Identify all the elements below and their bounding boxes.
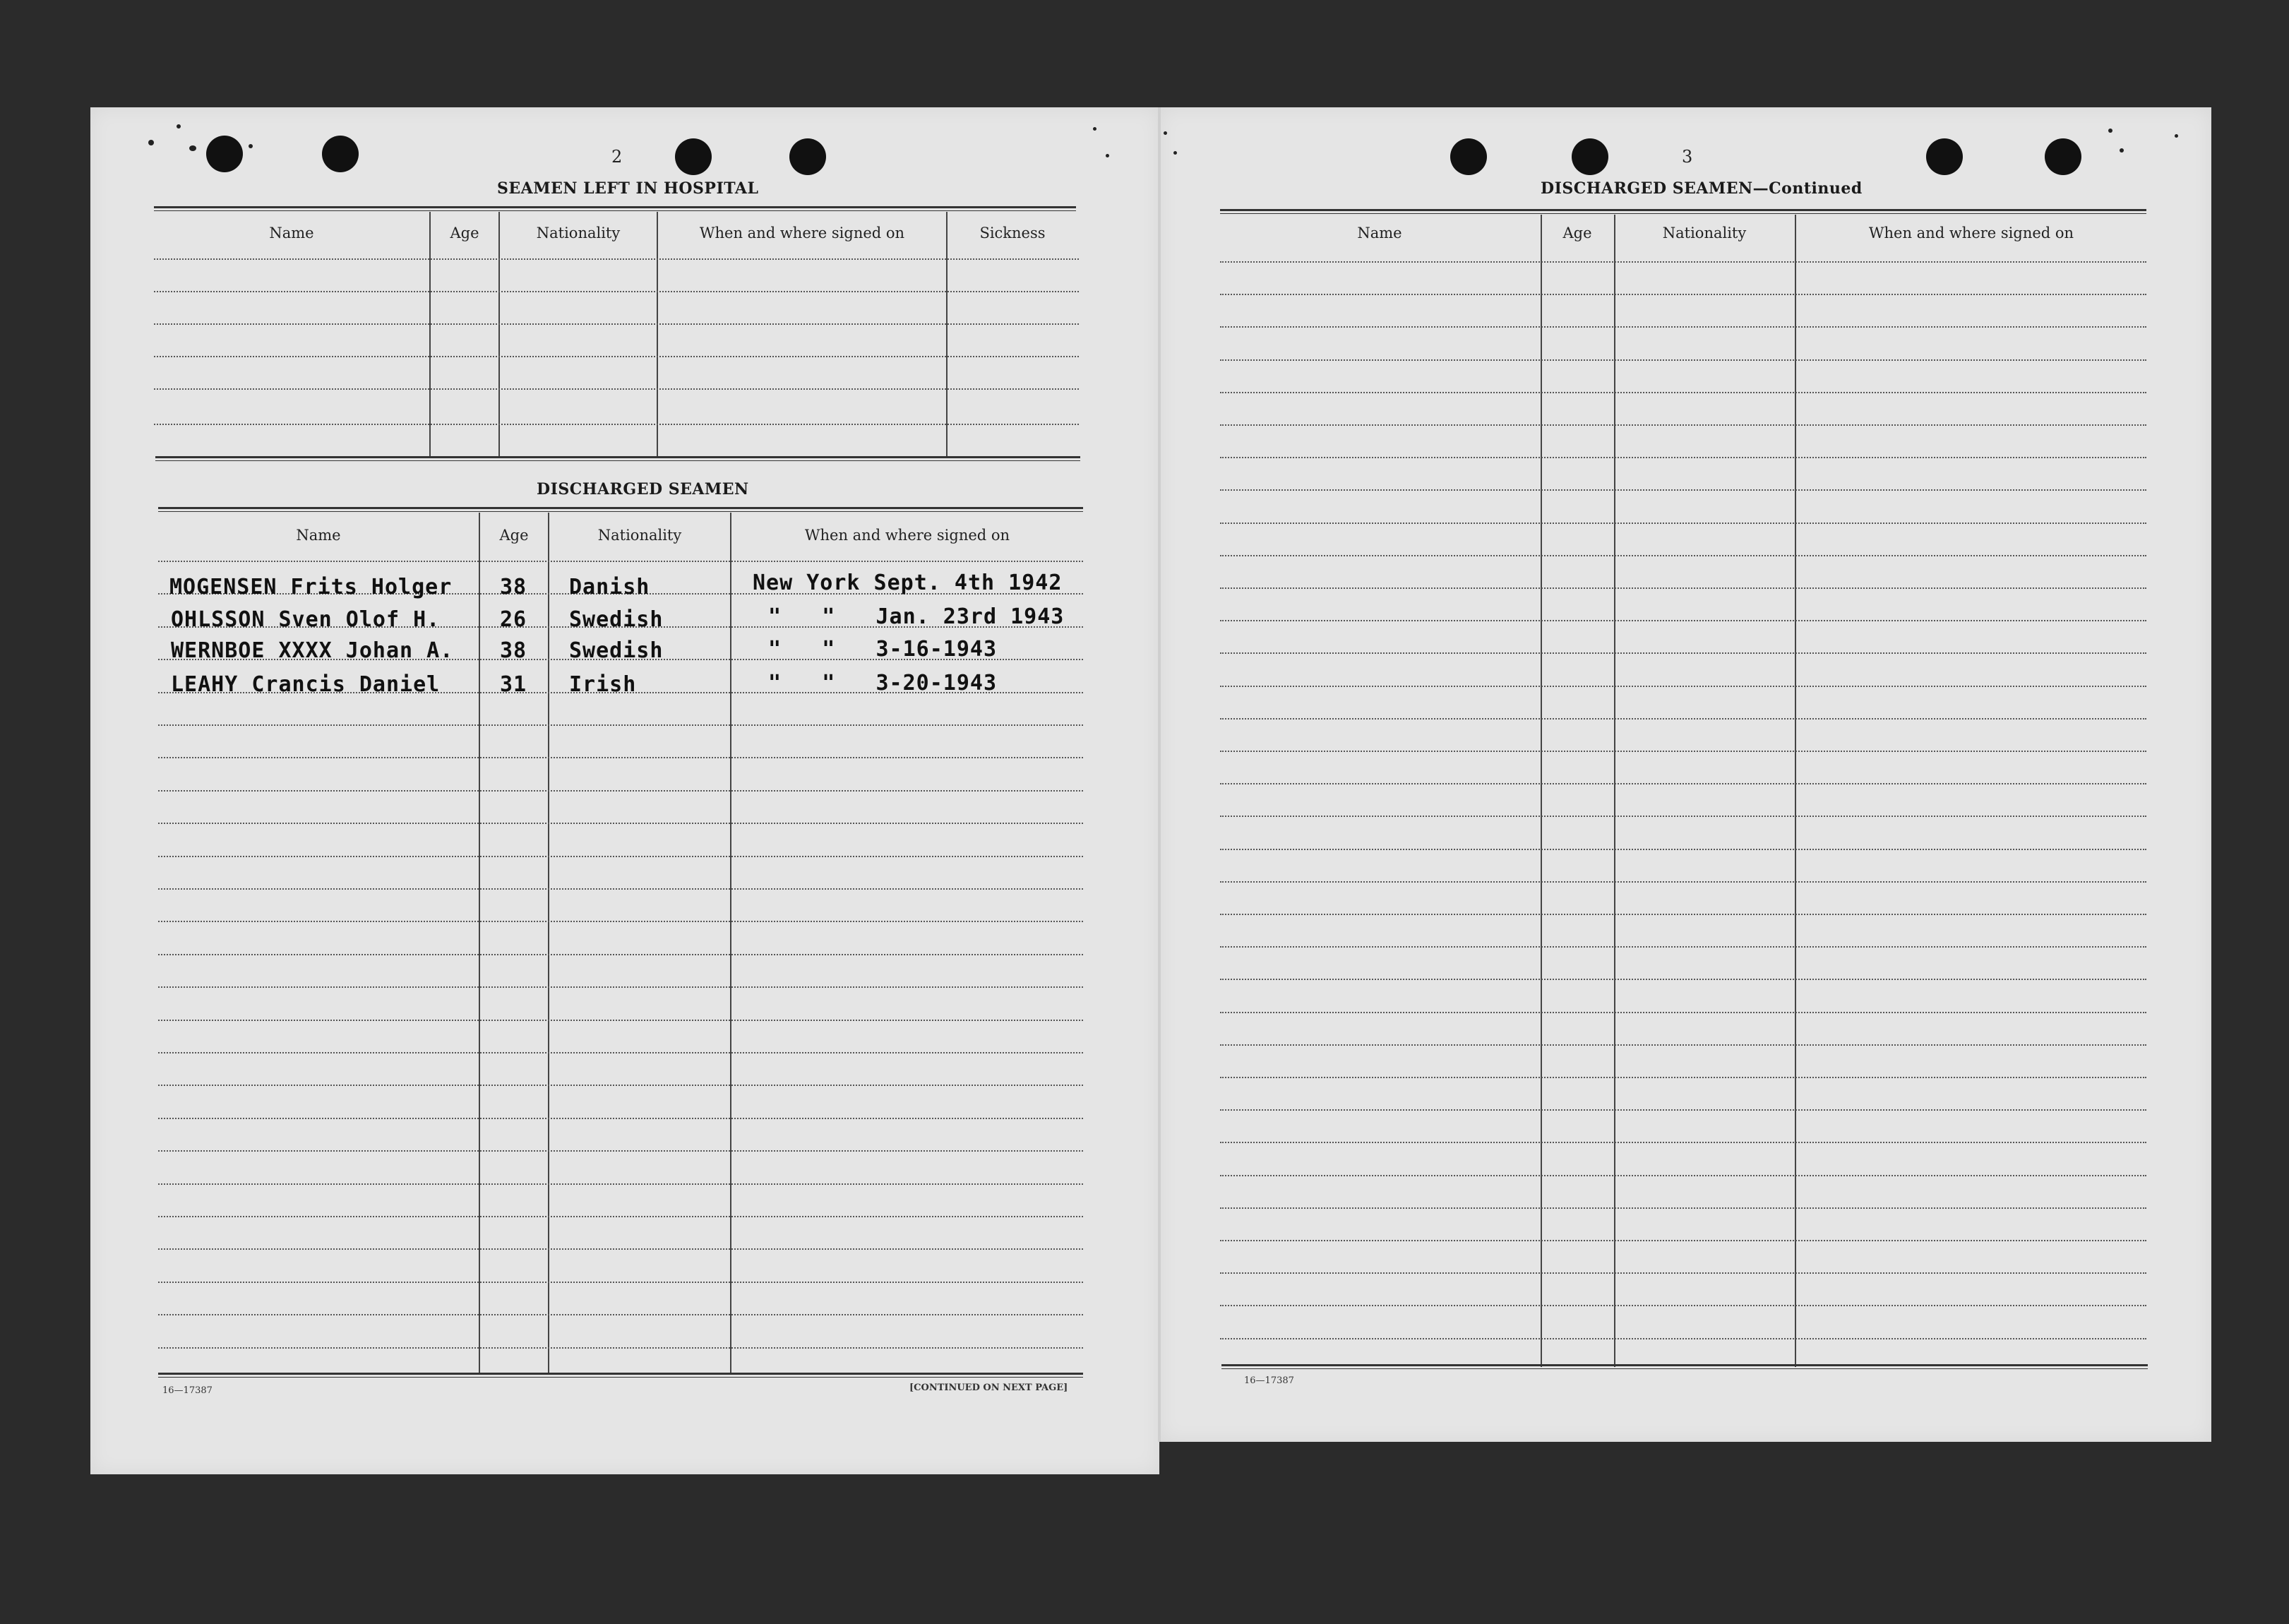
punch-hole	[1572, 138, 1608, 175]
row-line	[158, 856, 1083, 857]
discharged-col-signed-on: When and where signed on	[804, 527, 1010, 544]
row-line	[158, 790, 1083, 792]
discharged-bottom-rule	[158, 1373, 1083, 1378]
hospital-col-divider	[657, 212, 658, 458]
right-col-divider	[1795, 215, 1796, 1367]
punch-hole	[789, 138, 826, 175]
hospital-col-divider	[946, 212, 948, 458]
speck	[1173, 151, 1177, 155]
row-line	[1220, 587, 2146, 589]
seaman-nationality: Swedish	[569, 607, 664, 632]
discharged-section-title: DISCHARGED SEAMEN	[537, 480, 749, 498]
seaman-signed-on: " " 3-16-1943	[768, 637, 998, 662]
row-line	[1220, 1077, 2146, 1078]
row-line	[1220, 1305, 2146, 1306]
hospital-row-line	[154, 323, 1079, 325]
row-line	[158, 986, 1083, 988]
speck	[148, 140, 154, 145]
row-line	[158, 1150, 1083, 1152]
row-line	[1220, 620, 2146, 621]
seaman-signed-on: " " 3-20-1943	[768, 671, 998, 695]
hospital-col-divider	[498, 212, 500, 458]
discharged-col-divider	[730, 513, 731, 1374]
discharged-continued-title: DISCHARGED SEAMEN—Continued	[1541, 179, 1863, 198]
row-line	[1220, 1207, 2146, 1209]
row-line	[1220, 359, 2146, 361]
hospital-bottom-rule	[155, 456, 1080, 461]
right-col-name: Name	[1357, 225, 1402, 241]
hospital-col-divider	[429, 212, 431, 458]
hospital-row-line	[154, 356, 1079, 357]
hospital-row-line	[154, 388, 1079, 390]
row-line	[1220, 1109, 2146, 1111]
row-line	[158, 921, 1083, 922]
hospital-section-title: SEAMEN LEFT IN HOSPITAL	[497, 179, 759, 198]
row-line	[1220, 849, 2146, 850]
row-line	[158, 1118, 1083, 1119]
hospital-col-name: Name	[269, 225, 314, 241]
right-col-age: Age	[1562, 225, 1592, 241]
right-col-divider	[1541, 215, 1542, 1367]
discharged-col-nationality: Nationality	[597, 527, 682, 544]
speck	[249, 144, 253, 148]
hospital-row-line	[154, 258, 1079, 260]
row-line	[1220, 294, 2146, 295]
row-line	[1220, 392, 2146, 393]
seaman-age: 31	[500, 672, 527, 697]
row-line	[1220, 1240, 2146, 1241]
hospital-top-rule	[154, 206, 1076, 211]
row-line	[158, 888, 1083, 890]
discharged-col-age: Age	[499, 527, 529, 544]
row-line	[158, 1314, 1083, 1315]
speck	[1093, 127, 1096, 131]
right-col-signed-on: When and where signed on	[1868, 225, 2074, 241]
row-line	[158, 1347, 1083, 1349]
seaman-name: MOGENSEN Frits Holger	[169, 575, 453, 599]
row-line	[1220, 489, 2146, 491]
discharged-col-divider	[548, 513, 549, 1374]
speck	[1106, 154, 1109, 157]
seaman-age: 38	[500, 575, 527, 599]
row-line	[1220, 1175, 2146, 1176]
row-line	[158, 1282, 1083, 1283]
seaman-name: OHLSSON Sven Olof H.	[171, 607, 441, 632]
row-line	[1220, 751, 2146, 752]
row-line	[158, 1020, 1083, 1021]
punch-hole	[675, 138, 712, 175]
right-col-divider	[1614, 215, 1615, 1367]
speck	[2175, 134, 2178, 138]
row-line	[1220, 1044, 2146, 1046]
row-line	[1220, 1272, 2146, 1274]
punch-hole	[1450, 138, 1487, 175]
row-line	[1220, 1338, 2146, 1339]
row-line	[158, 1183, 1083, 1185]
row-line	[1220, 523, 2146, 524]
punch-hole	[2045, 138, 2081, 175]
seaman-nationality: Swedish	[569, 638, 664, 663]
hospital-col-age: Age	[450, 225, 479, 241]
page-number: 2	[611, 147, 623, 167]
speck	[1164, 131, 1167, 135]
speck	[189, 145, 196, 151]
discharged-col-name: Name	[296, 527, 341, 544]
row-line	[1220, 652, 2146, 654]
row-line	[1220, 261, 2146, 263]
speck	[2108, 129, 2112, 133]
hospital-col-signed-on: When and where signed on	[699, 225, 905, 241]
row-line	[158, 823, 1083, 824]
page-gutter	[1158, 107, 1161, 1442]
seaman-nationality: Irish	[569, 672, 637, 697]
row-line	[1220, 457, 2146, 458]
right-top-rule	[1220, 209, 2146, 214]
row-line	[158, 561, 1083, 562]
form-number: 16—17387	[1244, 1375, 1294, 1386]
row-line	[1220, 783, 2146, 784]
speck	[177, 124, 181, 129]
seaman-age: 38	[500, 638, 527, 663]
row-line	[158, 1216, 1083, 1217]
discharged-top-rule	[158, 507, 1083, 512]
hospital-row-line	[154, 424, 1079, 425]
punch-hole	[1926, 138, 1963, 175]
form-number: 16—17387	[162, 1385, 213, 1396]
row-line	[1220, 424, 2146, 426]
row-line	[1220, 555, 2146, 556]
hospital-col-sickness: Sickness	[979, 225, 1046, 241]
seaman-signed-on: New York Sept. 4th 1942	[753, 571, 1063, 595]
hospital-col-nationality: Nationality	[536, 225, 621, 241]
punch-hole	[206, 136, 243, 172]
row-line	[158, 954, 1083, 955]
seaman-signed-on: " " Jan. 23rd 1943	[768, 604, 1065, 629]
right-page	[1159, 107, 2211, 1442]
seaman-name: LEAHY Crancis Daniel	[171, 672, 441, 697]
seaman-age: 26	[500, 607, 527, 632]
speck	[2120, 148, 2124, 153]
row-line	[1220, 881, 2146, 883]
row-line	[158, 757, 1083, 758]
right-bottom-rule	[1221, 1364, 2148, 1369]
row-line	[158, 1052, 1083, 1053]
row-line	[1220, 816, 2146, 817]
row-line	[1220, 979, 2146, 980]
hospital-row-line	[154, 291, 1079, 292]
row-line	[1220, 946, 2146, 948]
right-col-nationality: Nationality	[1662, 225, 1747, 241]
seaman-nationality: Danish	[569, 575, 650, 599]
row-line	[1220, 914, 2146, 915]
row-line	[1220, 718, 2146, 720]
continued-note: [CONTINUED ON NEXT PAGE]	[909, 1383, 1068, 1393]
row-line	[1220, 326, 2146, 328]
discharged-col-divider	[479, 513, 480, 1374]
row-line	[1220, 1142, 2146, 1143]
page-number: 3	[1682, 147, 1693, 167]
punch-hole	[322, 136, 359, 172]
row-line	[158, 724, 1083, 726]
row-line	[1220, 1012, 2146, 1013]
row-line	[158, 1248, 1083, 1250]
row-line	[158, 1085, 1083, 1086]
seaman-name: WERNBOE XXXX Johan A.	[171, 638, 454, 663]
row-line	[1220, 686, 2146, 687]
